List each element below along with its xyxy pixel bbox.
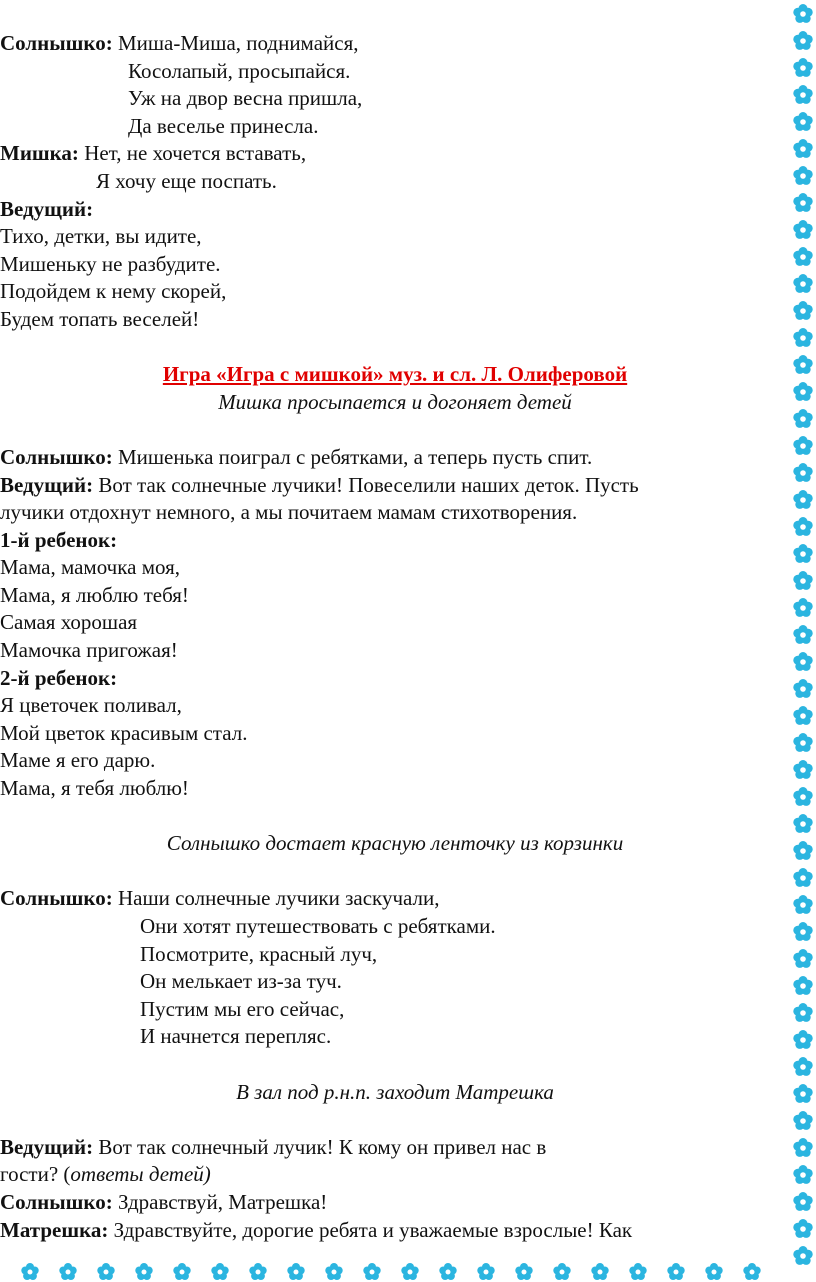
speaker-label: Солнышко: — [0, 31, 113, 55]
verse-line: Да веселье принесла. — [128, 113, 319, 138]
text-line — [0, 472, 790, 500]
verse-line: Мишеньку не разбудите. — [0, 251, 221, 276]
flower-icon — [793, 544, 812, 563]
flower-icon — [287, 1263, 304, 1280]
flower-icon — [477, 1263, 494, 1280]
flower-icon — [21, 1263, 38, 1280]
verse-line: Подойдем к нему скорей, — [0, 279, 227, 304]
flower-icon — [793, 220, 812, 239]
verse-line: Мой цветок красивым стал. — [0, 720, 248, 745]
verse-line: Косолапый, просыпайся. — [128, 58, 351, 83]
ornament-border-bottom — [0, 1260, 816, 1282]
flower-icon — [553, 1263, 570, 1280]
verse-line: Я хочу еще поспать. — [96, 168, 277, 193]
flower-icon — [667, 1263, 684, 1280]
stage-direction: ответы детей) — [70, 1162, 211, 1187]
speaker-label: Ведущий: — [0, 472, 94, 497]
stage-direction: Мишка просыпается и догоняет детей — [218, 389, 572, 414]
flower-icon — [97, 1263, 114, 1280]
flower-icon — [793, 31, 812, 50]
verse-line: Мама, мамочка моя, — [0, 555, 180, 580]
flower-icon — [629, 1263, 646, 1280]
speaker-label: Ведущий: — [0, 196, 94, 221]
flower-icon — [793, 1138, 812, 1157]
flower-icon — [793, 679, 812, 698]
flower-icon — [793, 112, 812, 131]
flower-icon — [793, 652, 812, 671]
flower-icon — [705, 1263, 722, 1280]
dialogue-text: Вот так солнечные лучики! Повеселили наших деток. Пусть — [93, 472, 639, 497]
verse-line: Мама, я люблю тебя! — [0, 582, 189, 607]
flower-icon — [793, 1165, 812, 1184]
ornament-border-right — [790, 0, 816, 1282]
speaker-label: 2-й ребенок: — [0, 665, 118, 690]
flower-icon — [793, 409, 812, 428]
spacer — [0, 1106, 790, 1134]
flower-icon — [793, 895, 812, 914]
flower-icon — [401, 1263, 418, 1280]
verse-line: Пустим мы его сейчас, — [140, 996, 345, 1021]
verse-line: Уж на двор весна пришла, — [128, 86, 363, 111]
flower-icon — [515, 1263, 532, 1280]
spacer — [0, 334, 790, 362]
flower-icon — [793, 760, 812, 779]
flower-icon — [793, 490, 812, 509]
flower-icon — [793, 787, 812, 806]
flower-icon — [591, 1263, 608, 1280]
verse-line: Они хотят путешествовать с ребятками. — [140, 914, 496, 938]
document-text — [0, 30, 790, 1244]
verse-line: Посмотрите, красный луч, — [140, 941, 378, 966]
spacer — [0, 858, 790, 886]
verse-line: Тихо, детки, вы идите, — [0, 224, 202, 249]
spacer — [0, 803, 790, 831]
verse-line: Я цветочек поливал, — [0, 693, 182, 718]
dialogue-text: Миша-Миша, поднимайся, — [112, 31, 359, 55]
spacer — [0, 416, 790, 444]
verse-line: Самая хорошая — [0, 610, 138, 635]
flower-icon — [793, 733, 812, 752]
game-title-line — [0, 361, 790, 389]
flower-icon — [793, 355, 812, 374]
flower-icon — [793, 463, 812, 482]
flower-icon — [793, 625, 812, 644]
speaker-label: Мишка: — [0, 141, 79, 166]
flower-icon — [793, 193, 812, 212]
flower-icon — [793, 1084, 812, 1103]
verse-line: Он мелькает из-за туч. — [140, 969, 342, 994]
flower-icon — [59, 1263, 76, 1280]
flower-icon — [793, 841, 812, 860]
verse-line: Маме я его дарю. — [0, 748, 156, 773]
text-line — [0, 885, 790, 913]
text-line — [0, 1134, 790, 1162]
flower-icon — [793, 1219, 812, 1238]
text-line — [0, 1189, 790, 1217]
flower-icon — [793, 166, 812, 185]
game-title: Игра «Игра с мишкой» муз. и сл. Л. Олиферовой — [162, 362, 628, 387]
flower-icon — [793, 922, 812, 941]
flower-icon — [793, 517, 812, 536]
dialogue-text: Вот так солнечный лучик! К кому он привел нас в — [93, 1134, 547, 1159]
flower-icon — [793, 1030, 812, 1049]
flower-icon — [793, 598, 812, 617]
speaker-label: Солнышко: — [0, 886, 113, 911]
flower-icon — [363, 1263, 380, 1280]
stage-direction: Солнышко достает красную ленточку из корзинки — [166, 831, 624, 856]
flower-icon — [325, 1263, 342, 1280]
stage-direction: В зал под р.н.п. заходит Матрешка — [236, 1079, 554, 1104]
flower-icon — [793, 814, 812, 833]
flower-icon — [793, 247, 812, 266]
dialogue-text: Здравствуй, Матрешка! — [112, 1189, 328, 1214]
text-line — [0, 1217, 790, 1245]
flower-icon — [793, 571, 812, 590]
dialogue-text: Здравствуйте, дорогие ребята и уважаемые взрослые! Как — [108, 1217, 633, 1242]
dialogue-text: Наши солнечные лучики заскучали, — [112, 886, 440, 911]
flower-icon — [793, 1111, 812, 1130]
flower-icon — [793, 1003, 812, 1022]
speaker-label: Ведущий: — [0, 1134, 94, 1159]
flower-icon — [793, 301, 812, 320]
speaker-label: Солнышко: — [0, 1189, 113, 1214]
flower-icon — [793, 1192, 812, 1211]
text-line — [0, 444, 790, 472]
text-line: лучики отдохнут немного, а мы почитаем мамам стихотворения. — [0, 500, 578, 525]
text-line — [0, 30, 790, 58]
flower-icon — [793, 274, 812, 293]
speaker-label: Матрешка: — [0, 1217, 109, 1242]
flower-icon — [793, 382, 812, 401]
text-line — [0, 140, 790, 168]
text-line — [0, 1161, 790, 1189]
flower-icon — [793, 949, 812, 968]
flower-icon — [793, 4, 812, 23]
flower-icon — [439, 1263, 456, 1280]
dialogue-text: гости? ( — [0, 1162, 71, 1187]
verse-line: И начнется перепляс. — [140, 1024, 332, 1049]
verse-line: Мама, я тебя люблю! — [0, 776, 189, 801]
flower-icon — [249, 1263, 266, 1280]
dialogue-text: Мишенька поиграл с ребятками, а теперь пусть спит. — [112, 444, 593, 469]
flower-icon — [793, 85, 812, 104]
flower-icon — [793, 1057, 812, 1076]
dialogue-text: Нет, не хочется вставать, — [78, 141, 307, 166]
speaker-label: 1-й ребенок: — [0, 527, 118, 552]
flower-icon — [211, 1263, 228, 1280]
flower-icon — [793, 706, 812, 725]
flower-icon — [173, 1263, 190, 1280]
speaker-label: Солнышко: — [0, 444, 113, 469]
flower-icon — [793, 139, 812, 158]
flower-icon — [743, 1263, 760, 1280]
flower-icon — [793, 976, 812, 995]
flower-icon — [793, 328, 812, 347]
flower-icon — [135, 1263, 152, 1280]
flower-icon — [793, 436, 812, 455]
flower-icon — [793, 868, 812, 887]
verse-line: Мамочка пригожая! — [0, 638, 178, 663]
spacer — [0, 1051, 790, 1079]
verse-line: Будем топать веселей! — [0, 306, 200, 331]
flower-icon — [793, 58, 812, 77]
